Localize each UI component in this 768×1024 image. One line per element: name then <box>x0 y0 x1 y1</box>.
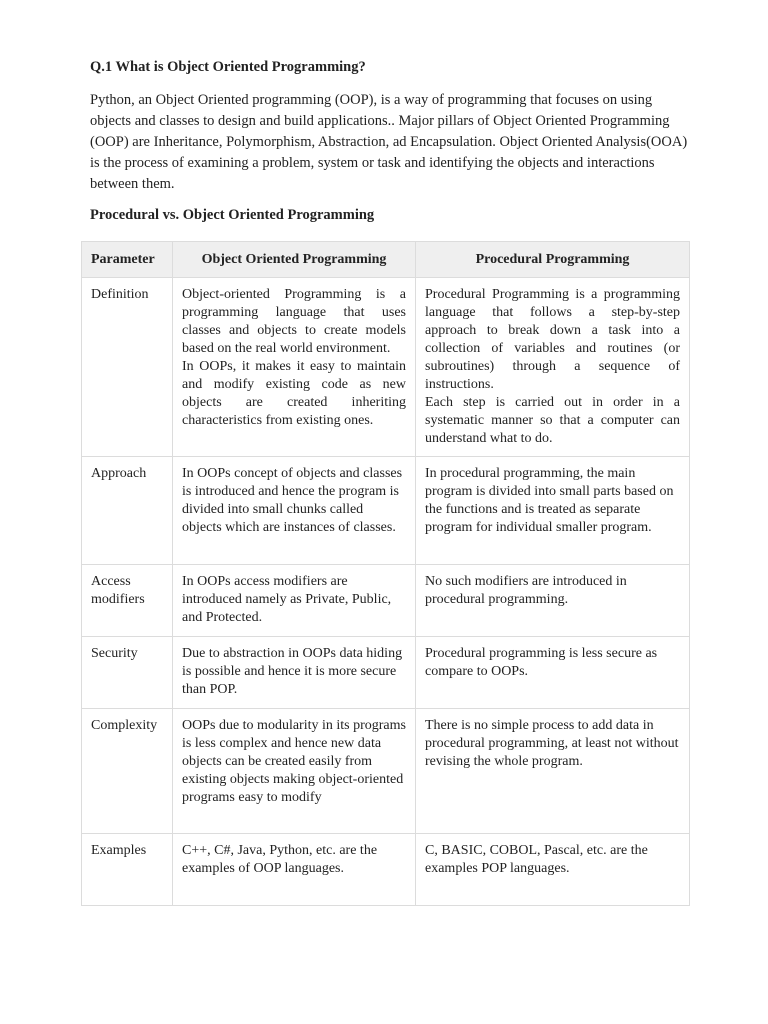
question-heading: Q.1 What is Object Oriented Programming? <box>90 59 366 75</box>
pop-cell <box>416 278 690 457</box>
comparison-table <box>81 241 690 906</box>
pop-cell: No such modifiers are introduced in procedural programming. <box>416 565 690 637</box>
param-cell: Definition <box>82 278 173 457</box>
pop-cell: In procedural programming, the main program is divided into small parts based on the functions and is treated as separate program for individual smaller program. <box>416 457 690 565</box>
cell-text: Procedural Programming is a programming language that follows a step-by-step approach to break down a task into a collection of variables and routines (or subroutines) through a sequence of instructions. <box>425 287 680 392</box>
pop-cell: Procedural programming is less secure as compare to OOPs. <box>416 637 690 709</box>
header-oop: Object Oriented Programming <box>173 242 416 278</box>
table-row <box>82 457 690 565</box>
table-row <box>82 278 690 457</box>
oop-cell <box>173 278 416 457</box>
table-row <box>82 834 690 906</box>
cell-text: Object-oriented Programming is a programming language that uses classes and objects to create models based on the real world environment. <box>182 287 406 356</box>
oop-cell: In OOPs access modifiers are introduced namely as Private, Public, and Protected. <box>173 565 416 637</box>
table-header-row <box>82 242 690 278</box>
param-cell: Complexity <box>82 709 173 834</box>
param-cell: Examples <box>82 834 173 906</box>
header-pop: Procedural Programming <box>416 242 690 278</box>
cell-text: Each step is carried out in order in a systematic manner so that a computer can understand what to do. <box>425 395 680 446</box>
oop-cell: OOPs due to modularity in its programs is less complex and hence new data objects can be created easily from existing objects making object-oriented programs easy to modify <box>173 709 416 834</box>
header-parameter: Parameter <box>82 242 173 278</box>
param-cell: Access modifiers <box>82 565 173 637</box>
table-row <box>82 709 690 834</box>
table-row <box>82 637 690 709</box>
cell-text: In OOPs, it makes it easy to maintain and modify existing code as new objects are created inheriting characteristics from existing ones. <box>182 359 406 428</box>
oop-cell: In OOPs concept of objects and classes is introduced and hence the program is divided into small chunks called objects which are instances of classes. <box>173 457 416 565</box>
table-row <box>82 565 690 637</box>
oop-cell: C++, C#, Java, Python, etc. are the examples of OOP languages. <box>173 834 416 906</box>
param-cell: Security <box>82 637 173 709</box>
pop-cell: C, BASIC, COBOL, Pascal, etc. are the examples POP languages. <box>416 834 690 906</box>
param-cell: Approach <box>82 457 173 565</box>
intro-paragraph: Python, an Object Oriented programming (OOP), is a way of programming that focuses on using objects and classes to design and build applications.. Major pillars of Object Oriented Programming (OOP) are Inheritance, Polymorphism, Abstraction, ad Encapsulation. Object Oriented Analysis(OOA) is the process of examining a problem, system or task and identifying the objects and interactions between them. <box>90 92 688 192</box>
pop-cell: There is no simple process to add data in procedural programming, at least not without revising the whole program. <box>416 709 690 834</box>
oop-cell: Due to abstraction in OOPs data hiding is possible and hence it is more secure than POP. <box>173 637 416 709</box>
comparison-subheading: Procedural vs. Object Oriented Programming <box>90 207 375 223</box>
